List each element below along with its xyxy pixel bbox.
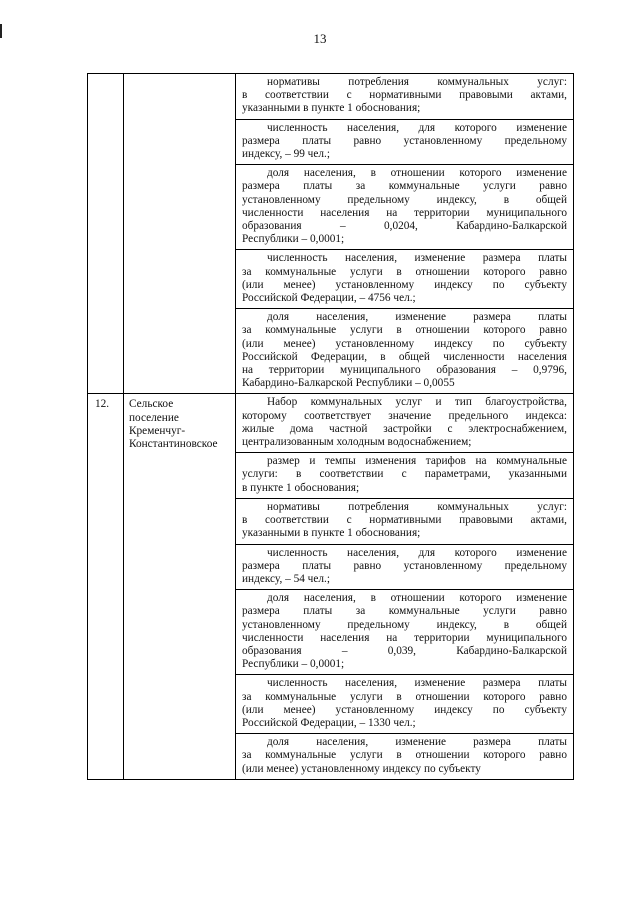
paragraph-line: доля населения, изменение размера платы [267,311,567,324]
paragraph-line: на территории муниципального образования – 0,9796, [242,364,567,377]
paragraph-line: за коммунальные услуги в отношении которого равно [242,690,567,703]
description-paragraph [236,544,573,590]
paragraph-line: численность населения, изменение размера платы [267,252,567,265]
row-number [88,74,123,78]
municipality-name-cell [124,394,236,779]
paragraph-line: Кабардино-Балкарской Республики – 0,0055 [242,377,455,390]
description-paragraph [236,308,573,393]
paragraph-line: размера платы равно установленному предельному [242,134,567,147]
description-paragraph [236,119,573,165]
description-paragraph [236,733,573,779]
paragraph-line: Набор коммунальных услуг и тип благоустройства, [267,396,567,409]
paragraph-line: индексу, – 99 чел.; [242,148,330,161]
paragraph-line: Российской Федерации, – 4756 чел.; [242,292,416,305]
paragraph-line: размера платы за коммунальные услуги равно [242,180,567,193]
paragraph-line: Российской Федерации, – 1330 чел.; [242,716,416,729]
paragraph-line: которому соответствует значение предельного индекса: [242,409,567,422]
paragraph-line: численность населения, изменение размера платы [267,677,567,690]
paragraph-line: установленному предельному индексу, в общей [242,193,567,206]
paragraph-line: размера платы за коммунальные услуги равно [242,605,567,618]
paragraph-line: размер и темпы изменения тарифов на коммунальные [267,455,567,468]
paragraph-line: нормативы потребления коммунальных услуг: [267,76,567,88]
paragraph-line: образования – 0,039, Кабардино-Балкарской [242,644,567,657]
paragraph-line: в соответствии с нормативными правовыми актами, [242,89,567,102]
paragraph-line: доля населения, изменение размера платы [267,736,567,749]
page-number: 13 [313,31,327,46]
row-number-cell [88,394,124,779]
paragraph-line: численности населения на территории муниципального [242,206,567,219]
description-paragraph [236,249,573,308]
row-number-cell [88,74,124,394]
paragraph-line: образования – 0,0204, Кабардино-Балкарской [242,220,567,233]
municipality-name [124,394,235,451]
paragraph-line: за коммунальные услуги в отношении которого равно [242,324,567,337]
municipality-name-line: Константиновское [129,438,218,451]
paragraph-line: указанными в пункте 1 обоснования; [242,527,421,540]
description-cell [236,394,574,779]
paragraph-line: централизованным холодным водоснабжением; [242,436,472,449]
municipality-name-line: Сельское [129,398,174,411]
paragraph-line: жилые дома частной застройки с электроснабжением, [242,422,567,435]
description-paragraph [236,394,573,452]
table-row [88,394,574,779]
description-paragraph [236,164,573,249]
paragraph-line: в пункте 1 обоснования; [242,481,360,494]
paragraph-line: установленному предельному индексу, в общей [242,618,567,631]
paragraph-line: (или менее) установленному индексу по субъекту [242,703,567,716]
description-paragraph [236,674,573,733]
municipality-name-cell [124,74,236,394]
paragraph-line: доля населения, в отношении которого изменение [267,167,567,180]
paragraph-line: Республики – 0,0001; [242,658,345,671]
description-paragraph [236,589,573,674]
paragraph-line: (или менее) установленному индексу по субъекту [242,337,567,350]
paragraph-line: численности населения на территории муниципального [242,631,567,644]
paragraph-line: услуги: в соответствии с параметрами, указанными [242,468,567,481]
paragraph-line: доля населения, в отношении которого изменение [267,592,567,605]
row-number: 12. [95,398,110,411]
paragraph-line: указанными в пункте 1 обоснования; [242,102,421,115]
description-paragraph [236,452,573,498]
municipality-name-line: Кременчуг- [129,424,186,437]
table-row [88,74,574,394]
paragraph-line: Республики – 0,0001; [242,233,345,246]
description-paragraph [236,498,573,544]
table-body [88,74,574,780]
description-cell [236,74,574,394]
paragraph-line: за коммунальные услуги в отношении которого равно [242,265,567,278]
municipal-index-table [87,73,574,780]
paragraph-line: размера платы равно установленному предельному [242,559,567,572]
paragraph-line: Российской Федерации, в общей численности населения [242,350,567,363]
paragraph-line: индексу, – 54 чел.; [242,572,330,585]
paragraph-line: (или менее) установленному индексу по субъекту [242,278,567,291]
paragraph-line: в соответствии с нормативными правовыми актами, [242,514,567,527]
description-paragraph [236,74,573,119]
paragraph-line: за коммунальные услуги в отношении которого равно [242,749,567,762]
paragraph-line: нормативы потребления коммунальных услуг: [267,500,567,513]
municipality-name [124,74,235,78]
paragraph-line: численность населения, для которого изменение [267,121,567,134]
paragraph-line: (или менее) установленному индексу по субъекту [242,762,481,775]
paragraph-line: численность населения, для которого изменение [267,546,567,559]
municipality-name-line: поселение [129,411,179,424]
